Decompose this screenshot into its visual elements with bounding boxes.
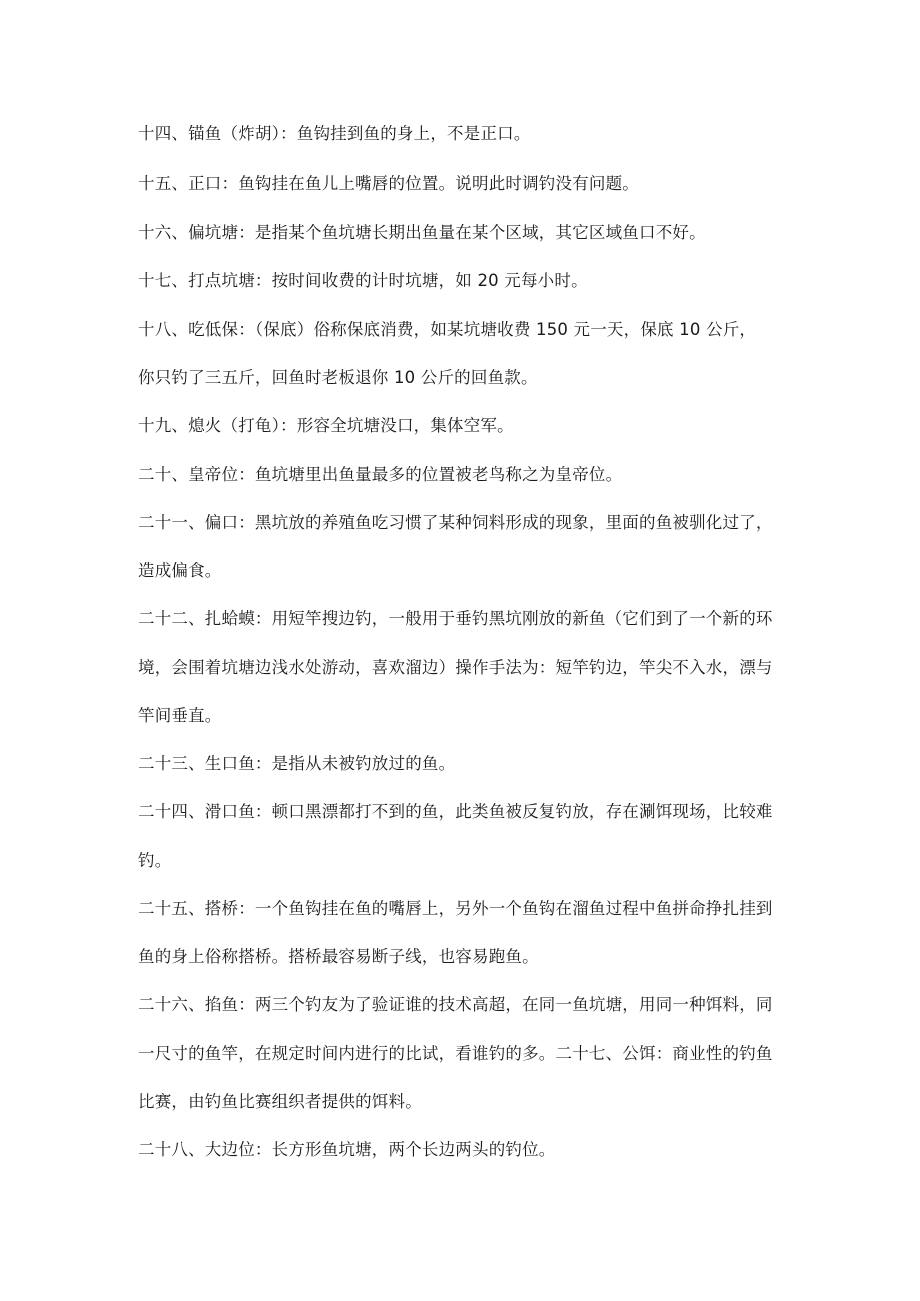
text-line: 你只钓了三五斤，回鱼时老板退你 10 公斤的回鱼款。 [138, 368, 538, 387]
text-line: 鱼的身上俗称搭桥。搭桥最容易断子线，也容易跑鱼。 [138, 947, 539, 966]
text-line: 钓。 [138, 851, 172, 870]
text-line: 二十五、搭桥：一个鱼钩挂在鱼的嘴唇上，另外一个鱼钩在溜鱼过程中鱼拼命挣扎挂到 [138, 899, 773, 918]
text-line: 比赛，由钓鱼比赛组织者提供的饵料。 [138, 1092, 422, 1111]
text-line: 十四、锚鱼（炸胡）：鱼钩挂到鱼的身上，不是正口。 [138, 124, 531, 143]
text-line: 境，会围着坑塘边浅水处游动，喜欢溜边）操作手法为：短竿钓边，竿尖不入水，漂与 [138, 658, 773, 677]
text-line: 二十八、大边位：长方形鱼坑塘，两个长边两头的钓位。 [138, 1140, 556, 1159]
text-line: 十八、吃低保：（保底）俗称保底消费，如某坑塘收费 150 元一天，保底 10 公斤， [138, 320, 757, 339]
text-line: 二十、皇帝位：鱼坑塘里出鱼量最多的位置被老鸟称之为皇帝位。 [138, 465, 623, 484]
text-line: 十七、打点坑塘：按时间收费的计时坑塘，如 20 元每小时。 [138, 271, 588, 290]
text-line: 二十六、掐鱼：两三个钓友为了验证谁的技术高超，在同一鱼坑塘，用同一种饵料，同 [138, 995, 773, 1014]
text-line: 竿间垂直。 [138, 706, 222, 725]
text-line: 一尺寸的鱼竿，在规定时间内进行的比试，看谁钓的多。二十七、公饵：商业性的钓鱼 [138, 1044, 773, 1063]
text-line: 二十二、扎蛤蟆：用短竿搜边钓，一般用于垂钓黑坑刚放的新鱼（它们到了一个新的环 [138, 609, 773, 628]
text-line: 二十一、偏口：黑坑放的养殖鱼吃习惯了某种饲料形成的现象，里面的鱼被驯化过了， [138, 513, 773, 532]
text-line: 二十三、生口鱼：是指从未被钓放过的鱼。 [138, 754, 456, 773]
text-line: 造成偏食。 [138, 561, 222, 580]
text-line: 十五、正口：鱼钩挂在鱼儿上嘴唇的位置。说明此时调钓没有问题。 [138, 174, 639, 193]
text-line: 二十四、滑口鱼：顿口黑漂都打不到的鱼，此类鱼被反复钓放，存在涮饵现场，比较难 [138, 802, 773, 821]
text-line: 十六、偏坑塘：是指某个鱼坑塘长期出鱼量在某个区域，其它区域鱼口不好。 [138, 223, 706, 242]
text-line: 十九、熄火（打龟）：形容全坑塘没口，集体空军。 [138, 416, 514, 435]
